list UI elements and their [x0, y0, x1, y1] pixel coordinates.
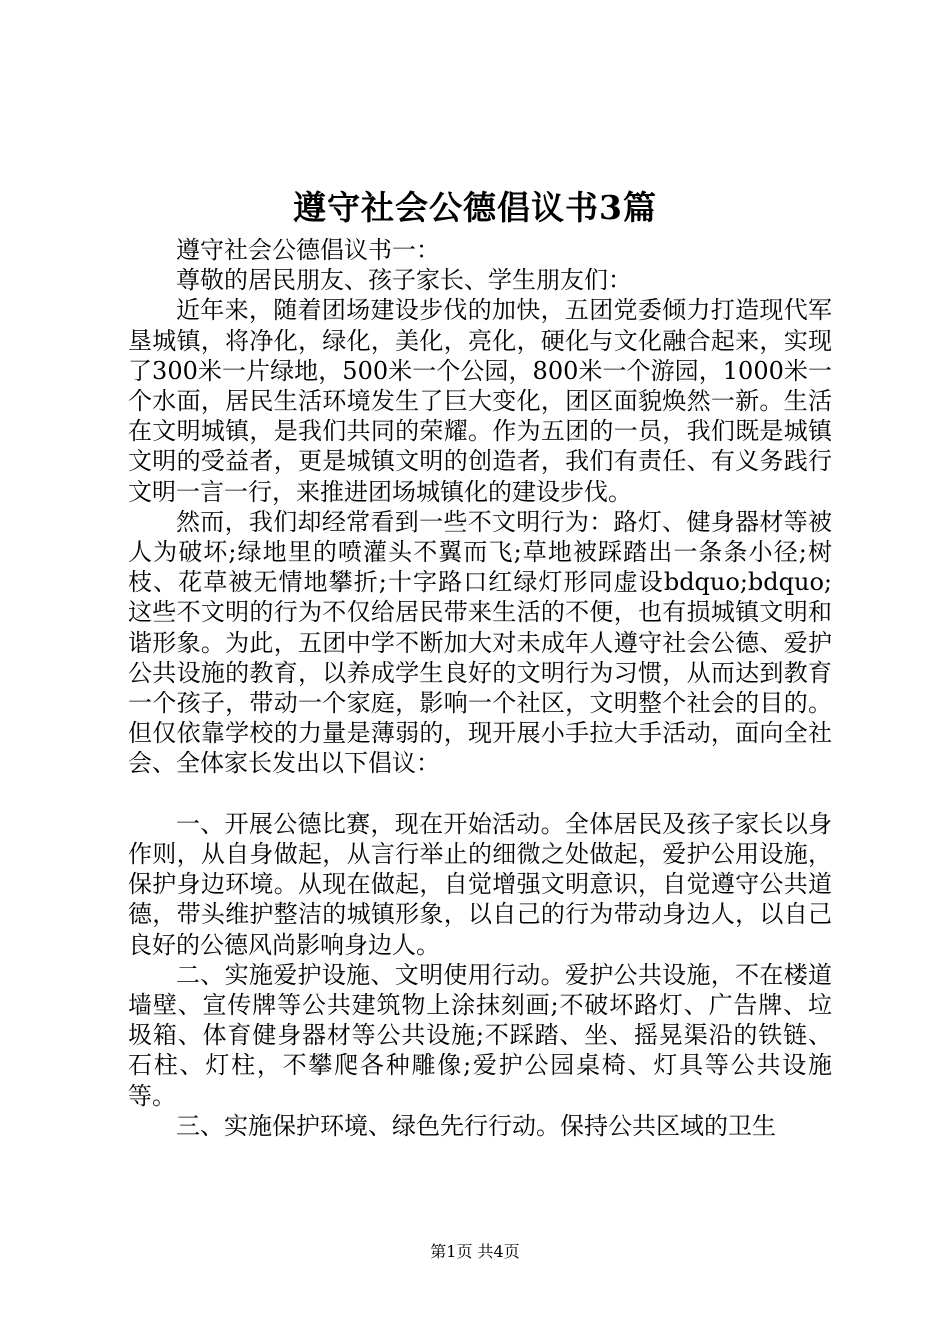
paragraph-heading: 遵守社会公德倡议书一： [176, 236, 440, 264]
page-footer: 第1页 共4页 [430, 1242, 520, 1261]
paragraph-intro: 近年来，随着团场建设步伐的加快，五团党委倾力打造现代军垦城镇，将净化，绿化，美化，亮化，硬化与文化融合起来，实现了300米一片绿地，500米一个公园，800米一个游园，1000米一个水面，居民生活环境发生了巨大变化，团区面貌焕然一新。生活在文明城镇，是我们共同的荣耀。作为五团的一员，我们既是城镇文明的受益者，更是城镇文明的创造者，我们有责任、有义务践行文明一言一行，来推进团场城镇化的建设步伐。 [128, 296, 832, 506]
paragraph-proposal-2: 二、实施爱护设施、文明使用行动。爱护公共设施，不在楼道墙壁、宣传牌等公共建筑物上涂抹刻画;不破坏路灯、广告牌、垃圾箱、体育健身器材等公共设施;不踩踏、坐、摇晃渠沿的铁链、石柱、灯柱，不攀爬各种雕像;爱护公园桌椅、灯具等公共设施等。 [128, 960, 832, 1110]
paragraph-proposal-3: 三、实施保护环境、绿色先行行动。保持公共区域的卫生 [176, 1111, 776, 1140]
document-body [128, 235, 832, 1141]
paragraph-proposal-1: 一、开展公德比赛，现在开始活动。全体居民及孩子家长以身作则，从自身做起，从言行举止的细微之处做起，爱护公用设施，保护身边环境。从现在做起，自觉增强文明意识，自觉遵守公共道德，带头维护整洁的城镇形象，以自己的行为带动身边人，以自己良好的公德风尚影响身边人。 [128, 809, 832, 959]
document-title: 遵守社会公德倡议书3篇 [293, 188, 657, 227]
paragraph-salutation: 尊敬的居民朋友、孩子家长、学生朋友们： [176, 266, 632, 295]
paragraph-problems: 然而，我们却经常看到一些不文明行为：路灯、健身器材等被人为破坏;绿地里的喷灌头不翼而飞;草地被踩踏出一条条小径;树枝、花草被无情地攀折;十字路口红绿灯形同虚设bdquo;bdquo;这些不文明的行为不仅给居民带来生活的不便，也有损城镇文明和谐形象。为此，五团中学不断加大对未成年人遵守社会公德、爱护公共设施的教育，以养成学生良好的文明行为习惯，从而达到教育一个孩子，带动一个家庭，影响一个社区，文明整个社会的目的。但仅依靠学校的力量是薄弱的，现开展小手拉大手活动，面向全社会、全体家长发出以下倡议： [128, 507, 832, 778]
